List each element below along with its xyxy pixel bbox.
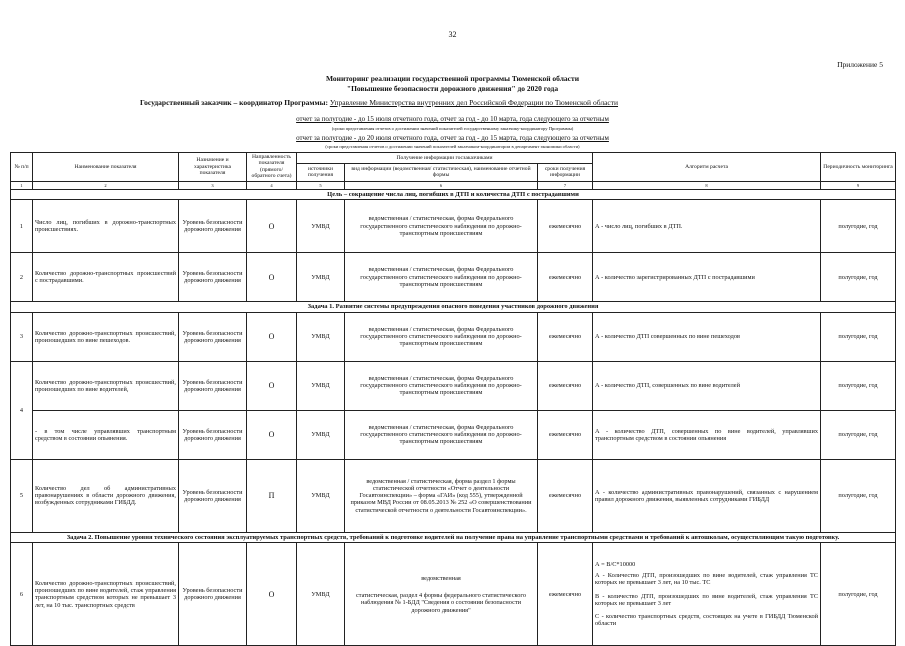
formula: А = В/С*10000 <box>595 560 636 568</box>
info-source: УМВД <box>297 361 345 410</box>
monitoring-period: полугодие, год <box>821 410 896 459</box>
table-row <box>11 200 896 253</box>
report-schedule-2-note: (сроки представления отчетов о достижении значений показателей заказчиком-координатором в департамент экономики области) <box>325 144 580 149</box>
info-term: ежемесячно <box>538 312 593 361</box>
table-row <box>11 459 896 532</box>
info-source: УМВД <box>297 459 345 532</box>
calculation-algorithm: А - число лиц, погибших в ДТП. <box>593 200 821 253</box>
task1-row <box>11 302 896 312</box>
indicator-direction: О <box>247 410 297 459</box>
row-number: 3 <box>11 312 33 361</box>
goal-heading: Цель – сокращение числа лиц, погибших в ДТП и количества ДТП с пострадавшими <box>11 189 896 199</box>
indicator-name: Количество дорожно-транспортных происшествий, произошедших по вине водителей, стаж управления транспортным средством которых не превышает 3 лет, на 10 тыс. транспортных средств <box>33 543 179 646</box>
info-type: ведомственная / статистическая, форма Федерального государственного статистического наблюдения по дорожно-транспортным происшествиям <box>345 361 538 410</box>
header-direction: Направленность показателя (прямого/обратного счета) <box>247 153 297 182</box>
indicator-purpose: Уровень безопасности дорожного движения <box>179 200 247 253</box>
indicator-name: Количество дорожно-транспортных происшествий с пострадавшими. <box>33 253 179 302</box>
header-num: № п/п <box>11 153 33 182</box>
col-number: 6 <box>345 181 538 189</box>
col-number: 4 <box>247 181 297 189</box>
formula-term-a: А - Количество ДТП, произошедших по вине водителей, стаж управления ТС которых не превышает 3 лет, на 10 тыс. ТС <box>595 572 819 587</box>
info-term: ежемесячно <box>538 361 593 410</box>
info-type-part-a: ведомственная <box>421 574 461 582</box>
customer-value: Управление Министерства внутренних дел Российской Федерации по Тюменской области <box>329 98 619 107</box>
calculation-algorithm: А - количество административных правонарушений, связанных с нарушением правил дорожного движения, выявленных сотрудниками ГИБДД <box>593 459 821 532</box>
info-type: ведомственная / статистическая, форма Федерального государственного статистического наблюдения по дорожно-транспортным происшествиям <box>345 253 538 302</box>
info-source: УМВД <box>297 253 345 302</box>
info-source: УМВД <box>297 410 345 459</box>
header-row-1 <box>11 153 896 164</box>
indicator-direction: О <box>247 253 297 302</box>
header-indicator: Наименование показателя <box>33 153 179 182</box>
info-term: ежемесячно <box>538 543 593 646</box>
header-sources: источники получения <box>297 163 345 181</box>
calculation-algorithm <box>593 543 821 646</box>
col-number: 8 <box>593 181 821 189</box>
formula-term-c: С - количество транспортных средств, состоящих на учете в ГИБДД Тюменской области <box>595 613 819 628</box>
indicator-name: Число лиц, погибших в дорожно-транспортных происшествиях. <box>33 200 179 253</box>
table-row <box>11 312 896 361</box>
col-number: 1 <box>11 181 33 189</box>
info-source: УМВД <box>297 200 345 253</box>
info-term: ежемесячно <box>538 410 593 459</box>
row-number: 6 <box>11 543 33 646</box>
monitoring-period: полугодие, год <box>821 253 896 302</box>
goal-row <box>11 189 896 199</box>
indicator-name: Количество дел об административных правонарушениях в области дорожного движения, возбужденных сотрудниками ГИБДД. <box>33 459 179 532</box>
monitoring-period: полугодие, год <box>821 312 896 361</box>
appendix-label: Приложение 5 <box>837 60 883 69</box>
col-number: 9 <box>821 181 896 189</box>
customer-label: Государственный заказчик – координатор Программы: <box>140 98 328 107</box>
indicator-name: Количество дорожно-транспортных происшествий, произошедших по вине пешеходов. <box>33 312 179 361</box>
row-number: 4 <box>11 361 33 459</box>
indicator-name: - в том числе управлявших транспортным средством в состоянии опьянения. <box>33 410 179 459</box>
indicator-direction: О <box>247 361 297 410</box>
indicator-direction: П <box>247 459 297 532</box>
column-number-row <box>11 181 896 189</box>
info-type: ведомственная / статистическая, форма Федерального государственного статистического наблюдения по дорожно-транспортным происшествиям <box>345 200 538 253</box>
formula-term-b: В - количество ДТП, произошедших по вине водителей, стаж управления ТС которых не превышает 3 лет <box>595 592 819 607</box>
task1-heading: Задача 1. Развитие системы предупреждения опасного поведения участников дорожного движения <box>11 302 896 312</box>
indicator-purpose: Уровень безопасности дорожного движения <box>179 312 247 361</box>
report-schedule-1: отчет за полугодие - до 15 июля отчетного года, отчет за год - до 10 марта, года следующего за отчетным <box>296 115 609 123</box>
task2-row <box>11 532 896 542</box>
indicator-purpose: Уровень безопасности дорожного движения <box>179 361 247 410</box>
header-purpose: Назначение и характеристика показателя <box>179 153 247 182</box>
header-algorithm: Алгоритм расчета <box>593 153 821 182</box>
info-type: ведомственная / статистическая, форма Федерального государственного статистического наблюдения по дорожно-транспортным происшествиям <box>345 312 538 361</box>
col-number: 2 <box>33 181 179 189</box>
indicator-purpose: Уровень безопасности дорожного движения <box>179 410 247 459</box>
table-row <box>11 410 896 459</box>
header-terms: сроки получения информации <box>538 163 593 181</box>
info-type <box>345 543 538 646</box>
report-schedule-1-note: (сроки представления отчетов о достижении значений показателей государственному заказчику-координатору Программы) <box>331 126 574 131</box>
monitoring-table <box>10 152 896 646</box>
calculation-algorithm: А - количество зарегистрированных ДТП с пострадавшими <box>593 253 821 302</box>
calculation-algorithm: А - количество ДТП совершенных по вине пешеходов <box>593 312 821 361</box>
col-number: 3 <box>179 181 247 189</box>
col-number: 5 <box>297 181 345 189</box>
table-row <box>11 361 896 410</box>
monitoring-period: полугодие, год <box>821 361 896 410</box>
info-term: ежемесячно <box>538 200 593 253</box>
table-row <box>11 253 896 302</box>
monitoring-period: полугодие, год <box>821 200 896 253</box>
col-number: 7 <box>538 181 593 189</box>
info-term: ежемесячно <box>538 459 593 532</box>
task2-heading: Задача 2. Повышение уровня технического состояния эксплуатируемых транспортных средств, требований к подготовке водителей на получение права на управление транспортными средствами и требований к автошколам, осуществляющим такую подготовку. <box>11 532 896 542</box>
indicator-purpose: Уровень безопасности дорожного движения <box>179 459 247 532</box>
indicator-direction: О <box>247 200 297 253</box>
customer-line <box>140 98 618 107</box>
info-source: УМВД <box>297 543 345 646</box>
indicator-name: Количество дорожно-транспортных происшествий, произошедших по вине водителей, <box>33 361 179 410</box>
info-type: ведомственная / статистическая, форма раздел 1 формы статистической отчетности «Отчет о деятельности Госавтоинспекции» – форма «ГАИ» (код 555), утвержденной приказом МВД России от 08.05.2013 № 252 «О совершенствовании статистической отчетности о деятельности Госавтоинспекции». <box>345 459 538 532</box>
header-receiving: Получение информации госзаказчиками <box>297 153 593 164</box>
table-row <box>11 543 896 646</box>
row-number: 2 <box>11 253 33 302</box>
document-title-line-2: "Повышение безопасности дорожного движения" до 2020 года <box>346 84 559 93</box>
indicator-purpose: Уровень безопасности дорожного движения <box>179 253 247 302</box>
calculation-algorithm: А - количество ДТП, совершенных по вине водителей, управлявших транспортным средством в состоянии опьянения <box>593 410 821 459</box>
info-term: ежемесячно <box>538 253 593 302</box>
info-source: УМВД <box>297 312 345 361</box>
row-number: 5 <box>11 459 33 532</box>
indicator-direction: О <box>247 543 297 646</box>
monitoring-period: полугодие, год <box>821 543 896 646</box>
header-type: вид информации (ведомственная/ статистическая), наименование отчетной формы <box>345 163 538 181</box>
info-type-part-b: статистическая, раздел 4 формы федерального статистического наблюдения № 1-БДД "Сведения о состоянии безопасности дорожного движения" <box>356 592 526 614</box>
row-number: 1 <box>11 200 33 253</box>
info-type: ведомственная / статистическая, форма Федерального государственного статистического наблюдения по дорожно-транспортным происшествиям <box>345 410 538 459</box>
indicator-purpose: Уровень безопасности дорожного движения <box>179 543 247 646</box>
page-number: 32 <box>448 30 457 39</box>
document-title-line-1: Мониторинг реализации государственной программы Тюменской области <box>325 74 580 83</box>
monitoring-period: полугодие, год <box>821 459 896 532</box>
report-schedule-2: отчет за полугодие - до 20 июля отчетного года, отчет за год - до 15 марта, года следующего за отчетным <box>296 134 609 142</box>
header-period: Периодичность мониторинга <box>821 153 896 182</box>
indicator-direction: О <box>247 312 297 361</box>
calculation-algorithm: А - количество ДТП, совершенных по вине водителей <box>593 361 821 410</box>
